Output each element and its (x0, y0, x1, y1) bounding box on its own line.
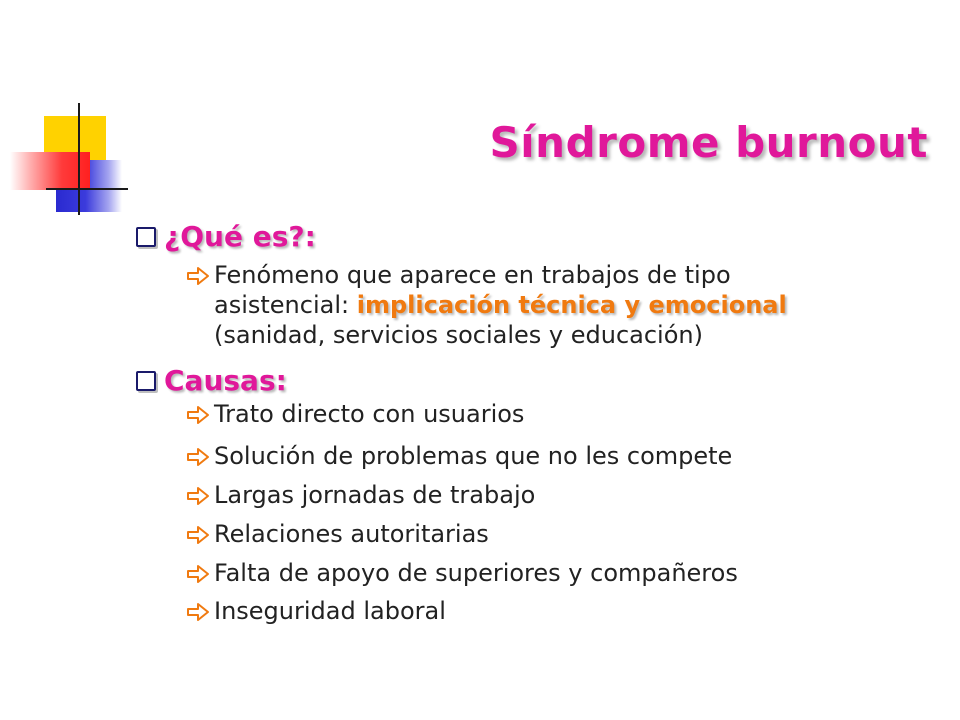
list-item (186, 596, 446, 626)
list-item-text: Largas jornadas de trabajo (214, 481, 536, 509)
definition-line-1: Fenómeno que aparece en trabajos de tipo (214, 261, 731, 289)
checkbox-icon (136, 227, 156, 247)
arrow-right-icon (186, 562, 210, 586)
corner-ornament (0, 0, 140, 230)
list-item (186, 480, 535, 510)
section-heading-label: Causas: (164, 364, 287, 397)
slide-title: Síndrome burnout (489, 118, 928, 167)
list-item-text: Relaciones autoritarias (214, 520, 489, 548)
section-heading-label: ¿Qué es?: (164, 220, 316, 253)
section-heading-que-es (136, 220, 316, 253)
ornament-horizontal-line (46, 188, 128, 190)
definition-emphasis: implicación técnica y emocional (356, 291, 787, 319)
list-item-text: Solución de problemas que no les compete (214, 442, 733, 470)
list-item-text: Inseguridad laboral (214, 597, 446, 625)
list-item-text (214, 260, 787, 350)
ornament-vertical-line (78, 103, 80, 215)
list-item (186, 441, 732, 471)
arrow-right-icon (186, 484, 210, 508)
list-item (186, 399, 524, 429)
definition-line-2-prefix: asistencial: (214, 291, 350, 319)
arrow-right-icon (186, 523, 210, 547)
arrow-right-icon (186, 600, 210, 624)
list-item (186, 519, 489, 549)
list-item (186, 260, 787, 350)
section-heading-causas (136, 364, 287, 397)
arrow-right-icon (186, 403, 210, 427)
list-item-text: Trato directo con usuarios (214, 400, 525, 428)
arrow-right-icon (186, 445, 210, 469)
arrow-right-icon (186, 264, 210, 288)
list-item (186, 558, 738, 588)
definition-line-3: (sanidad, servicios sociales y educación) (214, 321, 703, 349)
checkbox-icon (136, 371, 156, 391)
list-item-text: Falta de apoyo de superiores y compañeros (214, 559, 738, 587)
